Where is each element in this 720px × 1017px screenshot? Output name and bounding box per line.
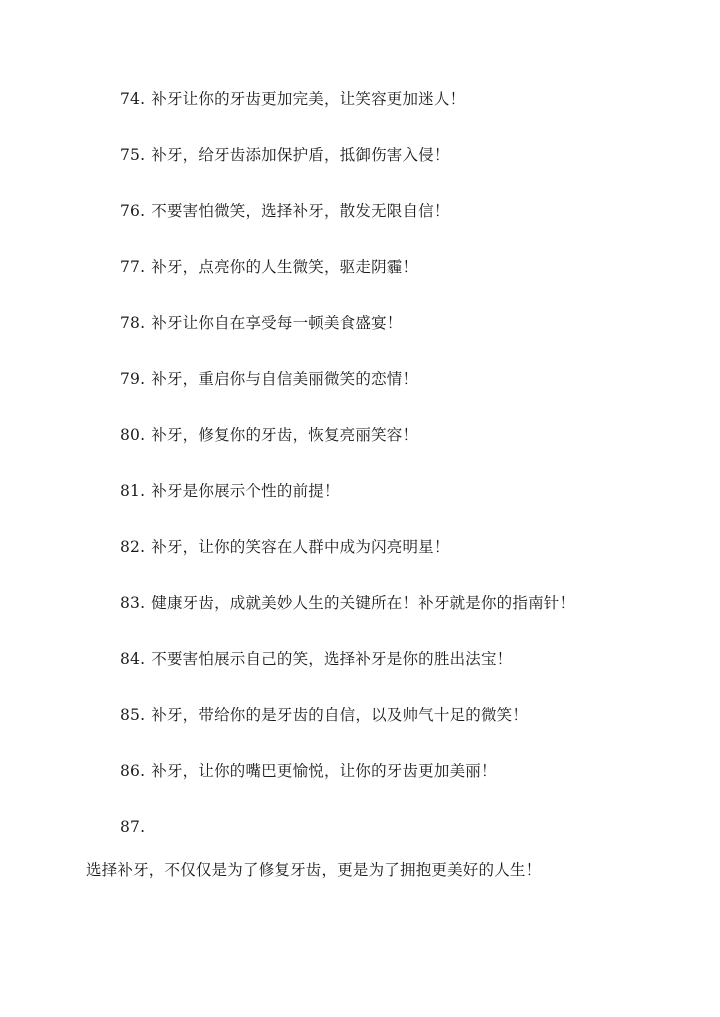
continuation-text: 选择补牙，不仅仅是为了修复牙齿，更是为了拥抱更美好的人生！ [86, 861, 542, 879]
item-number: 77. [120, 258, 146, 276]
item-number: 83. [120, 594, 146, 612]
list-item [120, 369, 418, 389]
item-number: 85. [120, 706, 146, 724]
list-item [120, 201, 450, 221]
list-item [120, 761, 497, 781]
item-text: 补牙是你展示个性的前提！ [151, 482, 340, 500]
item-number: 82. [120, 538, 146, 556]
item-number: 74. [120, 90, 146, 108]
list-item [120, 537, 450, 557]
list-item [120, 593, 575, 613]
item-text: 补牙，带给你的是牙齿的自信，以及帅气十足的微笑！ [151, 706, 529, 724]
item-number: 75. [120, 146, 146, 164]
item-text: 不要害怕微笑，选择补牙，散发无限自信！ [151, 202, 450, 220]
item-number: 76. [120, 202, 146, 220]
item-number: 87. [120, 818, 146, 836]
item-number: 81. [120, 482, 146, 500]
item-text: 补牙，让你的嘴巴更愉悦，让你的牙齿更加美丽！ [151, 762, 497, 780]
item-text: 补牙，点亮你的人生微笑，驱走阴霾！ [151, 258, 419, 276]
item-number: 80. [120, 426, 146, 444]
item-number: 79. [120, 370, 146, 388]
item-text: 补牙，修复你的牙齿，恢复亮丽笑容！ [151, 426, 419, 444]
item-number: 86. [120, 762, 146, 780]
list-item [120, 257, 418, 277]
list-item [120, 89, 465, 109]
list-item [120, 481, 340, 501]
list-item [120, 649, 512, 669]
item-text: 补牙，让你的笑容在人群中成为闪亮明星！ [151, 538, 450, 556]
list-item [120, 817, 151, 837]
item-number: 84. [120, 650, 146, 668]
list-item [120, 705, 528, 725]
item-text: 健康牙齿，成就美妙人生的关键所在！补牙就是你的指南针！ [151, 594, 576, 612]
item-number: 78. [120, 314, 146, 332]
list-item [120, 313, 402, 333]
item-text: 补牙，重启你与自信美丽微笑的恋情！ [151, 370, 419, 388]
item-text: 补牙让你自在享受每一顿美食盛宴！ [151, 314, 403, 332]
list-item [120, 145, 450, 165]
item-text: 补牙让你的牙齿更加完美，让笑容更加迷人！ [151, 90, 466, 108]
item-text: 不要害怕展示自己的笑，选择补牙是你的胜出法宝！ [151, 650, 513, 668]
list-item [120, 425, 418, 445]
item-text: 补牙，给牙齿添加保护盾，抵御伤害入侵！ [151, 146, 450, 164]
